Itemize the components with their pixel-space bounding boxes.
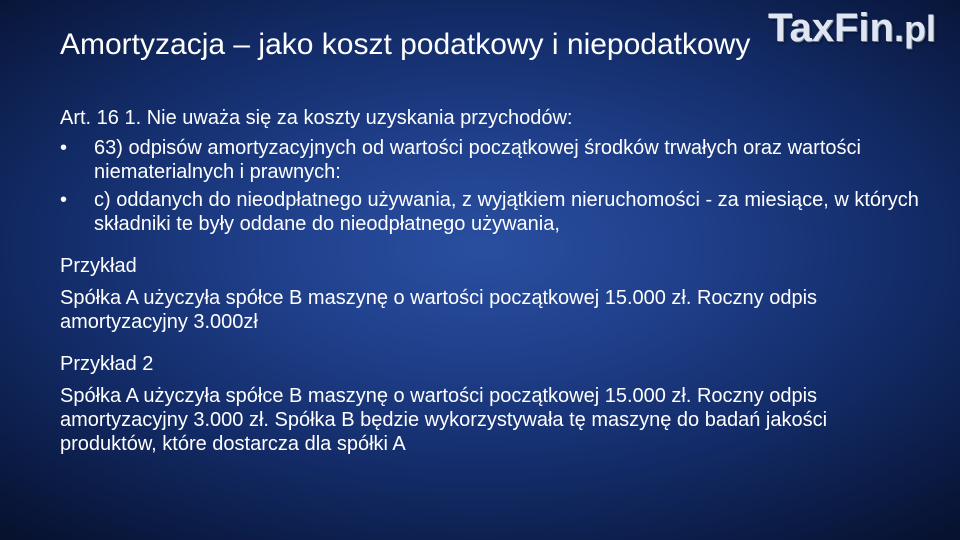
bullet-text: 63) odpisów amortyzacyjnych od wartości początkowej środków trwałych oraz wartości niematerialnych i prawnych:	[94, 137, 861, 183]
bullet-text: c) oddanych do nieodpłatnego używania, z wyjątkiem nieruchomości - za miesiące, w których składniki te były oddane do nieodpłatnego używania,	[94, 189, 919, 235]
article-reference: Art. 16 1. Nie uważa się za koszty uzyskania przychodów:	[60, 107, 573, 129]
example-2	[60, 352, 920, 456]
bullet-icon: •	[60, 189, 68, 211]
example-1	[60, 254, 920, 334]
bullet-list	[60, 136, 920, 236]
example-1-label: Przykład	[60, 255, 137, 277]
slide-content	[60, 106, 920, 456]
logo-domain-suffix: .pl	[893, 8, 936, 49]
taxfin-logo	[768, 6, 936, 51]
example-2-label: Przykład 2	[60, 353, 154, 375]
logo-main-text: TaxFin	[768, 6, 894, 50]
example-2-text: Spółka A użyczyła spółce B maszynę o wartości początkowej 15.000 zł. Roczny odpis amortyzacyjny 3.000 zł. Spółka B będzie wykorzystywała tę maszynę do badań jakości produktów, które dostarcza dla spółki A	[60, 385, 828, 455]
bullet-item	[60, 136, 920, 184]
bullet-item	[60, 188, 920, 236]
bullet-icon: •	[60, 137, 68, 159]
slide-title: Amortyzacja – jako koszt podatkowy i niepodatkowy	[60, 28, 751, 61]
example-1-text: Spółka A użyczyła spółce B maszynę o wartości początkowej 15.000 zł. Roczny odpis amortyzacyjny 3.000zł	[60, 287, 818, 333]
